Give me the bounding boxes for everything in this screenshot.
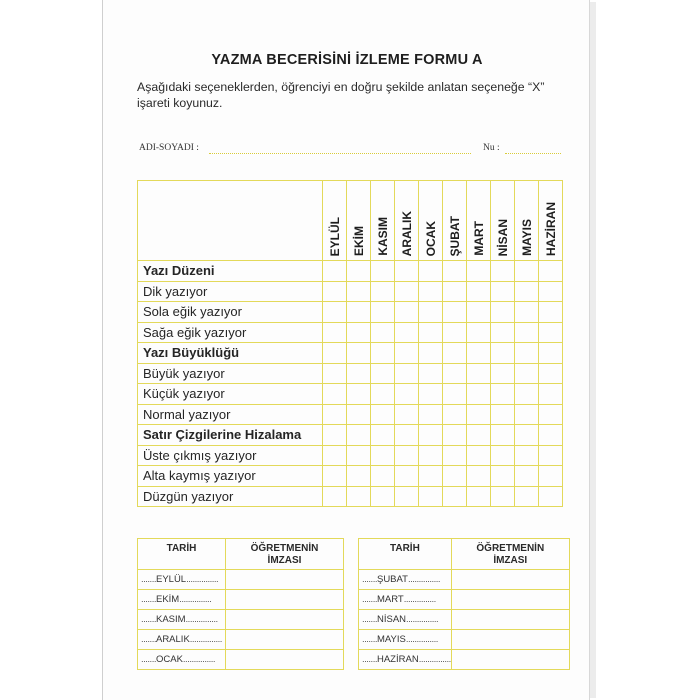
section-cell (539, 343, 563, 364)
signature-row (359, 650, 570, 670)
mark-cell[interactable] (371, 302, 395, 323)
mark-cell[interactable] (467, 404, 491, 425)
mark-cell[interactable] (371, 466, 395, 487)
signature-cell[interactable] (451, 570, 569, 590)
mark-cell[interactable] (371, 322, 395, 343)
mark-cell[interactable] (539, 384, 563, 405)
section-cell (323, 343, 347, 364)
month-header-label: NİSAN (495, 218, 510, 256)
signature-cell[interactable] (226, 590, 344, 610)
criterion-row (138, 466, 563, 487)
section-cell (491, 343, 515, 364)
signature-month: MAYIS (376, 634, 406, 645)
month-header (467, 181, 491, 261)
section-cell (419, 343, 443, 364)
mark-cell[interactable] (371, 486, 395, 507)
section-heading: Yazı Düzeni (138, 261, 323, 282)
mark-cell[interactable] (323, 404, 347, 425)
dots: ............... (405, 634, 438, 645)
mark-cell[interactable] (515, 322, 539, 343)
criterion-row (138, 404, 563, 425)
mark-cell[interactable] (491, 322, 515, 343)
mark-cell[interactable] (515, 281, 539, 302)
section-cell (515, 261, 539, 282)
dots: ............... (186, 574, 219, 585)
mark-cell[interactable] (347, 322, 371, 343)
mark-cell[interactable] (515, 302, 539, 323)
signature-cell[interactable] (451, 610, 569, 630)
mark-cell[interactable] (515, 404, 539, 425)
section-cell (539, 261, 563, 282)
signature-date-cell[interactable] (138, 610, 226, 630)
mark-cell[interactable] (443, 384, 467, 405)
criterion-label: Normal yazıyor (138, 404, 323, 425)
month-header-label: EKİM (351, 226, 366, 256)
signature-date-cell[interactable] (359, 590, 452, 610)
signature-cell[interactable] (226, 650, 344, 670)
dots: ....... (362, 614, 377, 625)
signature-date-cell[interactable] (138, 630, 226, 650)
mark-cell[interactable] (395, 322, 419, 343)
mark-cell[interactable] (347, 404, 371, 425)
mark-cell[interactable] (419, 363, 443, 384)
mark-cell[interactable] (539, 486, 563, 507)
mark-cell[interactable] (491, 302, 515, 323)
number-label: Nu : (483, 143, 500, 153)
mark-cell[interactable] (515, 486, 539, 507)
mark-cell[interactable] (515, 445, 539, 466)
mark-cell[interactable] (539, 322, 563, 343)
mark-cell[interactable] (323, 322, 347, 343)
dots: ............... (406, 614, 439, 625)
mark-cell[interactable] (395, 486, 419, 507)
section-cell (371, 261, 395, 282)
signature-cell[interactable] (451, 630, 569, 650)
mark-cell[interactable] (443, 281, 467, 302)
section-cell (347, 343, 371, 364)
mark-cell[interactable] (515, 363, 539, 384)
dots: ....... (362, 654, 377, 665)
month-header-label: MAYIS (519, 219, 534, 256)
mark-cell[interactable] (419, 281, 443, 302)
mark-cell[interactable] (419, 322, 443, 343)
mark-cell[interactable] (515, 384, 539, 405)
mark-cell[interactable] (539, 445, 563, 466)
mark-cell[interactable] (443, 404, 467, 425)
teacher-signature-header: ÖĞRETMENİN İMZASI (451, 539, 569, 570)
mark-cell[interactable] (395, 302, 419, 323)
section-heading: Satır Çizgilerine Hizalama (138, 425, 323, 446)
mark-cell[interactable] (347, 486, 371, 507)
criterion-row (138, 302, 563, 323)
signature-date-cell[interactable] (138, 590, 226, 610)
dots: ....... (141, 614, 156, 625)
criterion-row (138, 322, 563, 343)
form-page (102, 0, 590, 700)
section-cell (323, 261, 347, 282)
month-header-label: EYLÜL (327, 216, 342, 256)
criterion-label: Üste çıkmış yazıyor (138, 445, 323, 466)
section-cell (395, 425, 419, 446)
criterion-row (138, 363, 563, 384)
month-header (347, 181, 371, 261)
mark-cell[interactable] (467, 445, 491, 466)
signature-date-cell[interactable] (138, 650, 226, 670)
month-header (443, 181, 467, 261)
mark-cell[interactable] (539, 363, 563, 384)
name-field[interactable] (209, 153, 471, 154)
mark-cell[interactable] (395, 404, 419, 425)
mark-cell[interactable] (443, 363, 467, 384)
signature-row (359, 630, 570, 650)
section-heading: Yazı Büyüklüğü (138, 343, 323, 364)
signature-cell[interactable] (226, 630, 344, 650)
dots: ............... (185, 614, 218, 625)
mark-cell[interactable] (467, 281, 491, 302)
signature-row (359, 610, 570, 630)
mark-cell[interactable] (419, 384, 443, 405)
criterion-label: Dik yazıyor (138, 281, 323, 302)
mark-cell[interactable] (419, 466, 443, 487)
mark-cell[interactable] (419, 404, 443, 425)
mark-cell[interactable] (419, 302, 443, 323)
signature-month: EKİM (155, 594, 180, 605)
mark-cell[interactable] (491, 404, 515, 425)
dots: ............... (418, 654, 451, 665)
mark-cell[interactable] (443, 302, 467, 323)
section-cell (443, 343, 467, 364)
section-row (138, 425, 563, 446)
mark-cell[interactable] (323, 302, 347, 323)
signature-month: NİSAN (376, 614, 407, 625)
section-cell (443, 425, 467, 446)
mark-cell[interactable] (443, 466, 467, 487)
mark-cell[interactable] (371, 404, 395, 425)
criterion-row (138, 486, 563, 507)
signature-row (359, 570, 570, 590)
section-cell (395, 343, 419, 364)
criterion-row (138, 384, 563, 405)
dots: ............... (182, 654, 216, 665)
section-cell (491, 261, 515, 282)
month-header (419, 181, 443, 261)
signature-row (138, 610, 344, 630)
mark-cell[interactable] (371, 363, 395, 384)
signature-cell[interactable] (226, 570, 344, 590)
mark-cell[interactable] (323, 281, 347, 302)
section-cell (419, 425, 443, 446)
signature-date-cell[interactable] (359, 570, 452, 590)
mark-cell[interactable] (419, 486, 443, 507)
signature-cell[interactable] (226, 610, 344, 630)
signature-row (359, 590, 570, 610)
month-header (323, 181, 347, 261)
section-cell (395, 261, 419, 282)
dots: ....... (141, 594, 156, 605)
signature-month: MART (376, 594, 404, 605)
section-cell (539, 425, 563, 446)
mark-cell[interactable] (347, 363, 371, 384)
mark-cell[interactable] (323, 466, 347, 487)
mark-cell[interactable] (419, 445, 443, 466)
dots: ............... (179, 594, 212, 605)
signature-month: KASIM (155, 614, 186, 625)
criterion-label: Küçük yazıyor (138, 384, 323, 405)
section-cell (515, 343, 539, 364)
dots: ....... (362, 594, 377, 605)
mark-cell[interactable] (491, 486, 515, 507)
section-cell (371, 343, 395, 364)
mark-cell[interactable] (395, 363, 419, 384)
signature-row (138, 630, 344, 650)
month-header-label: MART (471, 221, 486, 256)
section-cell (323, 425, 347, 446)
signature-cell[interactable] (451, 590, 569, 610)
mark-cell[interactable] (323, 363, 347, 384)
section-cell (515, 425, 539, 446)
month-header (371, 181, 395, 261)
criterion-label: Alta kaymış yazıyor (138, 466, 323, 487)
signature-cell[interactable] (451, 650, 569, 670)
signature-date-cell[interactable] (138, 570, 226, 590)
dots: ............... (403, 594, 436, 605)
date-header: TARİH (359, 539, 452, 570)
mark-cell[interactable] (539, 466, 563, 487)
month-header (515, 181, 539, 261)
section-cell (467, 343, 491, 364)
month-header-label: ŞUBAT (447, 215, 462, 256)
mark-cell[interactable] (347, 281, 371, 302)
dots: ....... (362, 634, 377, 645)
section-cell (347, 425, 371, 446)
signature-month: HAZİRAN (376, 654, 419, 665)
dots: ....... (141, 634, 156, 645)
month-header-label: OCAK (423, 220, 438, 256)
mark-cell[interactable] (467, 486, 491, 507)
mark-cell[interactable] (395, 466, 419, 487)
dots: ....... (362, 574, 377, 585)
form-instruction: Aşağıdaki seçeneklerden, öğrenciyi en doğru şekilde anlatan seçeneğe “X” işareti koyunuz. (137, 80, 545, 110)
mark-cell[interactable] (323, 486, 347, 507)
form-title: YAZMA BECERİSİNİ İZLEME FORMU A (211, 52, 483, 68)
mark-cell[interactable] (347, 445, 371, 466)
month-header-label: HAZİRAN (543, 202, 558, 256)
mark-cell[interactable] (467, 384, 491, 405)
criterion-label: Sağa eğik yazıyor (138, 322, 323, 343)
mark-cell[interactable] (443, 445, 467, 466)
mark-cell[interactable] (539, 302, 563, 323)
mark-cell[interactable] (539, 281, 563, 302)
month-header (491, 181, 515, 261)
signature-month: ŞUBAT (376, 574, 408, 585)
mark-cell[interactable] (539, 404, 563, 425)
mark-cell[interactable] (515, 466, 539, 487)
dots: ............... (189, 634, 222, 645)
month-header (395, 181, 419, 261)
signature-row (138, 590, 344, 610)
criterion-label: Düzgün yazıyor (138, 486, 323, 507)
mark-cell[interactable] (467, 302, 491, 323)
section-cell (467, 261, 491, 282)
mark-cell[interactable] (467, 363, 491, 384)
mark-cell[interactable] (347, 302, 371, 323)
signature-month: ARALIK (155, 634, 190, 645)
number-field[interactable] (505, 153, 561, 154)
signature-table-right (358, 538, 570, 670)
mark-cell[interactable] (491, 363, 515, 384)
mark-cell[interactable] (347, 384, 371, 405)
teacher-signature-header: ÖĞRETMENİN İMZASI (226, 539, 344, 570)
signature-row (138, 650, 344, 670)
mark-cell[interactable] (491, 445, 515, 466)
section-cell (467, 425, 491, 446)
mark-cell[interactable] (467, 322, 491, 343)
mark-cell[interactable] (371, 445, 395, 466)
section-row (138, 343, 563, 364)
criterion-row (138, 445, 563, 466)
date-header: TARİH (138, 539, 226, 570)
mark-cell[interactable] (395, 384, 419, 405)
signature-table-left (137, 538, 344, 670)
dots: ............... (407, 574, 441, 585)
section-cell (419, 261, 443, 282)
dots: ....... (141, 574, 156, 585)
criterion-row (138, 281, 563, 302)
mark-cell[interactable] (491, 384, 515, 405)
month-header-label: KASIM (375, 217, 390, 256)
mark-cell[interactable] (395, 281, 419, 302)
signature-month: OCAK (155, 654, 183, 665)
name-label: ADI-SOYADI : (139, 143, 199, 153)
section-cell (347, 261, 371, 282)
grid-corner (138, 181, 323, 261)
dots: ....... (141, 654, 156, 665)
mark-cell[interactable] (443, 486, 467, 507)
mark-cell[interactable] (443, 322, 467, 343)
section-cell (371, 425, 395, 446)
signature-row (138, 570, 344, 590)
mark-cell[interactable] (347, 466, 371, 487)
mark-cell[interactable] (371, 384, 395, 405)
mark-cell[interactable] (491, 281, 515, 302)
signature-month: EYLÜL (155, 574, 187, 585)
criterion-label: Sola eğik yazıyor (138, 302, 323, 323)
section-cell (491, 425, 515, 446)
signature-date-cell[interactable] (359, 650, 452, 670)
criterion-label: Büyük yazıyor (138, 363, 323, 384)
month-header (539, 181, 563, 261)
mark-cell[interactable] (467, 466, 491, 487)
mark-cell[interactable] (395, 445, 419, 466)
mark-cell[interactable] (323, 445, 347, 466)
mark-cell[interactable] (491, 466, 515, 487)
mark-cell[interactable] (323, 384, 347, 405)
section-cell (443, 261, 467, 282)
monitoring-grid (137, 180, 563, 507)
section-row (138, 261, 563, 282)
signature-date-cell[interactable] (359, 630, 452, 650)
month-header-label: ARALIK (399, 210, 414, 256)
signature-date-cell[interactable] (359, 610, 452, 630)
mark-cell[interactable] (371, 281, 395, 302)
